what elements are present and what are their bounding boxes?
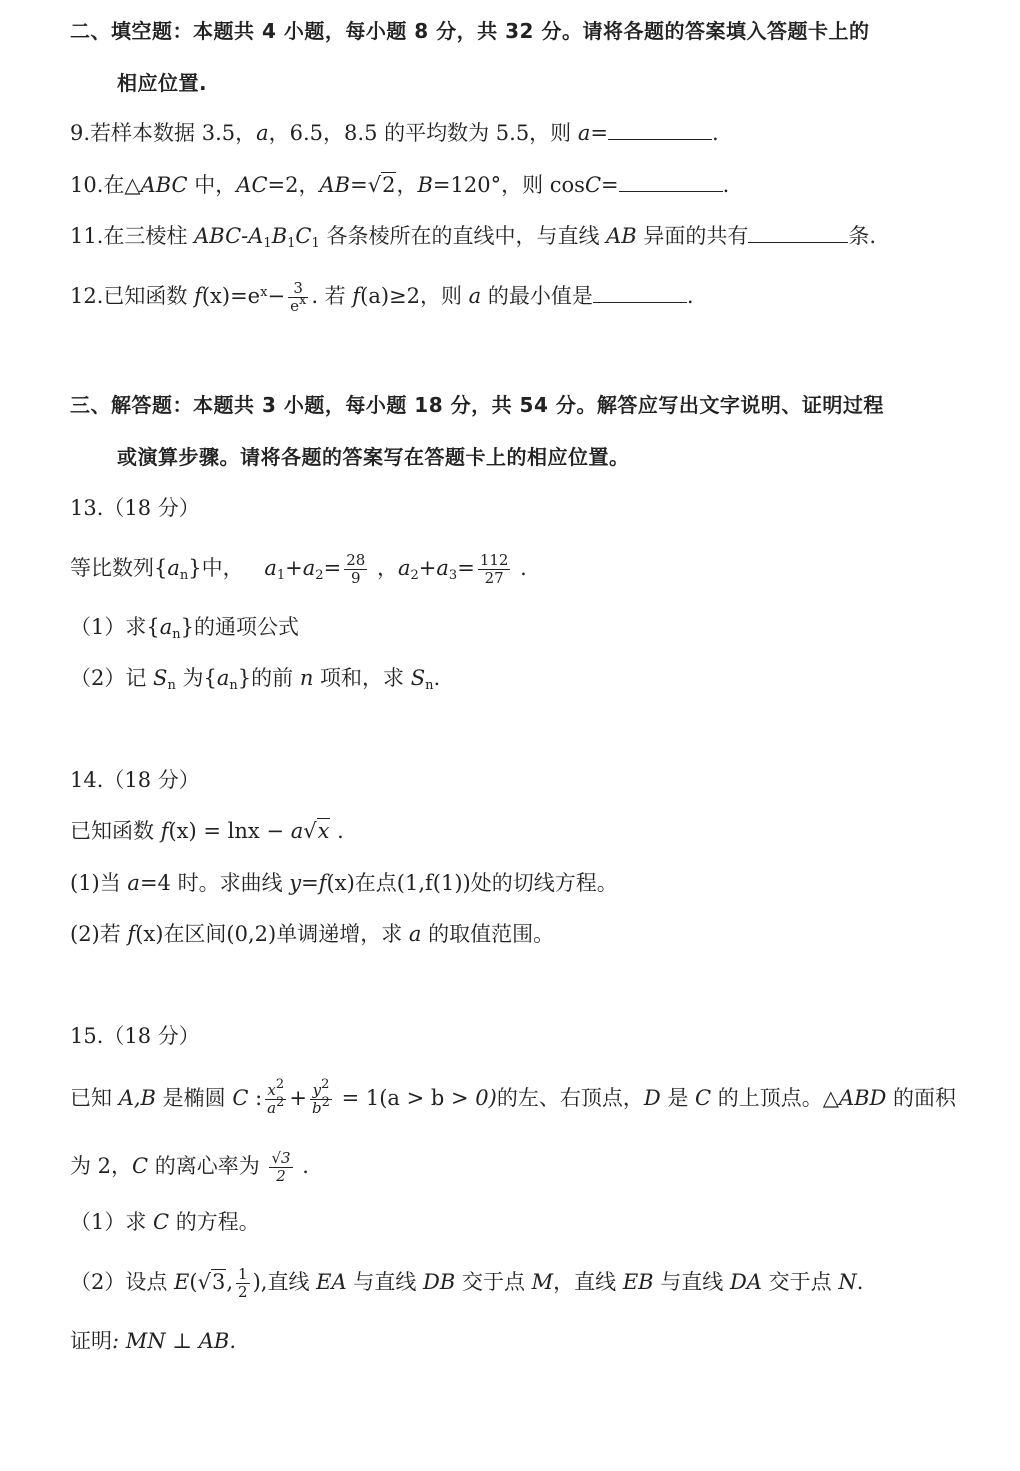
question-13-header: 13.（18 分） (70, 496, 200, 520)
fraction-x2-a2: $\frac{x^2}{a^2}$ (267, 1077, 285, 1117)
answer-blank-11[interactable] (748, 222, 848, 243)
question-15-part2: （2）设点 E(√3, $\frac{1}{2}$ ),直线 EA 与直线 DB 交于点 M，直线 EB 与直线 DA 交于点 N. (70, 1265, 864, 1301)
question-9: 9.若样本数据 3.5，a，6.5，8.5 的平均数为 5.5，则 a= . (70, 121, 719, 145)
question-13-stem: 等比数列$\{a_n\}$中， $a_1+a_2=$ $\frac{28}{9}$ ，$a_2+a_3=$ $\frac{112}{27}$ . (70, 551, 527, 587)
question-12: 12.已知函数 $f(x)=e^x-$ $\frac{3}{e^x}$ . 若 f(a)≥2，则 a 的最小值是 . (70, 279, 694, 315)
fraction-1-over-2: $\frac{1}{2}$ (238, 1265, 248, 1301)
fraction-28-9: $\frac{28}{9}$ (346, 551, 366, 587)
fraction-3-over-ex: $\frac{3}{e^x}$ (290, 279, 307, 315)
fraction-sqrt3-over-2: $\frac{√3}{2}$ (271, 1149, 291, 1185)
question-13-part2: （2）记 $S_n$ 为$\{a_n\}$的前 n 项和，求 $S_n$. (70, 666, 441, 693)
fraction-112-27: $\frac{112}{27}$ (479, 551, 509, 587)
section2-heading-line1: 二、填空题：本题共 4 小题，每小题 8 分，共 32 分。请将各题的答案填入答题卡上的 (70, 19, 870, 43)
question-14-stem: 已知函数 f(x) = lnx − a√x . (70, 819, 344, 843)
section3-heading-line2: 或演算步骤。请将各题的答案写在答题卡上的相应位置。 (117, 445, 630, 469)
question-15-part1: （1）求 C 的方程。 (70, 1210, 260, 1234)
question-15-header: 15.（18 分） (70, 1024, 200, 1048)
question-14-header: 14.（18 分） (70, 768, 200, 792)
section2-heading-line2: 相应位置. (117, 71, 208, 95)
answer-blank-10[interactable] (619, 171, 723, 192)
question-11: 11.在三棱柱 ABC-$A_1B_1C_1$ 各条棱所在的直线中，与直线 AB 异面的共有 条. (70, 224, 877, 251)
question-14-part2: (2)若 f(x)在区间(0,2)单调递增，求 a 的取值范围。 (70, 922, 555, 946)
question-15-stem: 已知 A,B 是椭圆 C : $\frac{x^2}{a^2}$ + $\frac{y^2}{b^2}$ = 1(a > b > 0)的左、右顶点，D 是 C 的上顶点。△ABD 的面积 (70, 1077, 957, 1117)
answer-blank-12[interactable] (593, 282, 687, 303)
question-15-proof: 证明: MN ⊥ AB. (70, 1329, 237, 1353)
section3-heading-line1: 三、解答题：本题共 3 小题，每小题 18 分，共 54 分。解答应写出文字说明、证明过程 (70, 393, 884, 417)
question-15-stem-line2: 为 2，C 的离心率为 $\frac{√3}{2}$ . (70, 1149, 309, 1185)
fraction-y2-b2: $\frac{y^2}{b^2}$ (312, 1077, 330, 1117)
question-13-part1: （1）求$\{a_n\}$的通项公式 (70, 615, 300, 642)
question-10: 10.在△ABC 中，AC=2，AB=√2，B=120°，则 cosC= . (70, 173, 730, 197)
question-14-part1: (1)当 a=4 时。求曲线 y=f(x)在点(1,f(1))处的切线方程。 (70, 871, 618, 895)
answer-blank-9[interactable] (608, 119, 712, 140)
